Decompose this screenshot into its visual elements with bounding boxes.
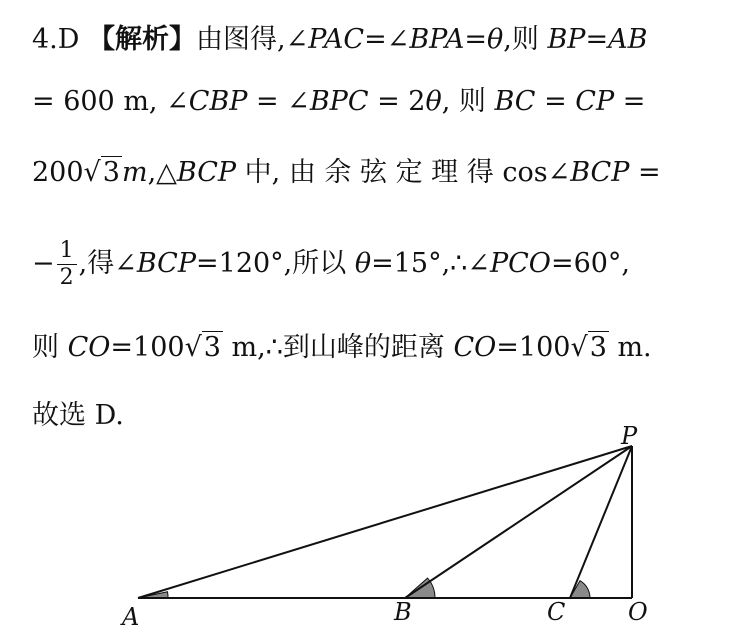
text: =15°,∴∠	[371, 248, 490, 279]
text: =100	[496, 332, 571, 363]
text: 中, 由 余 弦 定 理 得 cos∠	[236, 157, 571, 188]
text: =∠	[364, 24, 410, 55]
math-var: CO	[453, 332, 497, 363]
text: =120°,所以	[196, 248, 355, 279]
sqrt-radicand: 3	[203, 332, 221, 363]
math-var: CO	[67, 332, 111, 363]
text: =	[464, 24, 487, 55]
text: , 则	[441, 86, 495, 117]
problem-number: 4.D	[32, 24, 80, 55]
figure-lines	[138, 446, 632, 598]
line-pa	[138, 446, 632, 598]
math-var: θ	[487, 24, 504, 55]
math-var: BC	[494, 86, 536, 117]
math-var: m	[121, 157, 148, 188]
text: ,△	[147, 157, 177, 188]
text: =	[585, 24, 609, 55]
angle-markers	[138, 578, 590, 598]
point-label-c: C	[547, 598, 566, 626]
text: m.	[608, 332, 652, 363]
text: ,得∠	[78, 248, 137, 279]
fraction-denominator: 2	[59, 265, 74, 290]
text: m,∴到山峰的距离	[222, 332, 454, 363]
fraction-numerator: 1	[57, 238, 77, 265]
math-var: CBP	[188, 86, 248, 117]
sqrt-sign: √	[570, 332, 588, 363]
text: 200	[32, 157, 84, 188]
math-var: θ	[354, 248, 372, 279]
text: = 2	[368, 86, 426, 117]
text: 由图得,∠	[196, 24, 309, 55]
text: = ∠	[247, 86, 310, 117]
sqrt-sign: √	[184, 332, 202, 363]
text: 则	[32, 332, 68, 363]
math-var: BP	[547, 24, 586, 55]
text: ,则	[503, 24, 548, 55]
math-var: BCP	[136, 248, 197, 279]
math-var: PCO	[489, 248, 551, 279]
math-var: CP	[575, 86, 615, 117]
math-var: BPC	[309, 86, 369, 117]
math-var: PAC	[308, 24, 365, 55]
text: =60°,	[550, 248, 631, 279]
point-label-p: P	[621, 422, 638, 450]
line-pc	[570, 446, 632, 598]
sqrt-sign: √	[83, 157, 101, 188]
math-var: BCP	[176, 157, 237, 188]
text: =	[614, 86, 646, 117]
line-pb	[405, 446, 632, 598]
analysis-tag: 【解析】	[88, 24, 197, 55]
math-var: BCP	[570, 157, 630, 188]
point-label-b: B	[394, 598, 412, 626]
sqrt-radicand: 3	[589, 332, 607, 363]
sqrt-radicand: 3	[102, 157, 120, 188]
text: =	[629, 157, 661, 188]
point-label-a: A	[122, 603, 140, 631]
conclusion-text: 故选 D.	[32, 400, 124, 431]
math-var: θ	[425, 86, 442, 117]
math-var: AB	[608, 24, 648, 55]
text: = 600 m, ∠	[32, 86, 189, 117]
text: −	[32, 248, 55, 279]
text: =	[535, 86, 576, 117]
text: =100	[110, 332, 185, 363]
point-label-o: O	[628, 598, 648, 626]
math-var: BPA	[409, 24, 465, 55]
